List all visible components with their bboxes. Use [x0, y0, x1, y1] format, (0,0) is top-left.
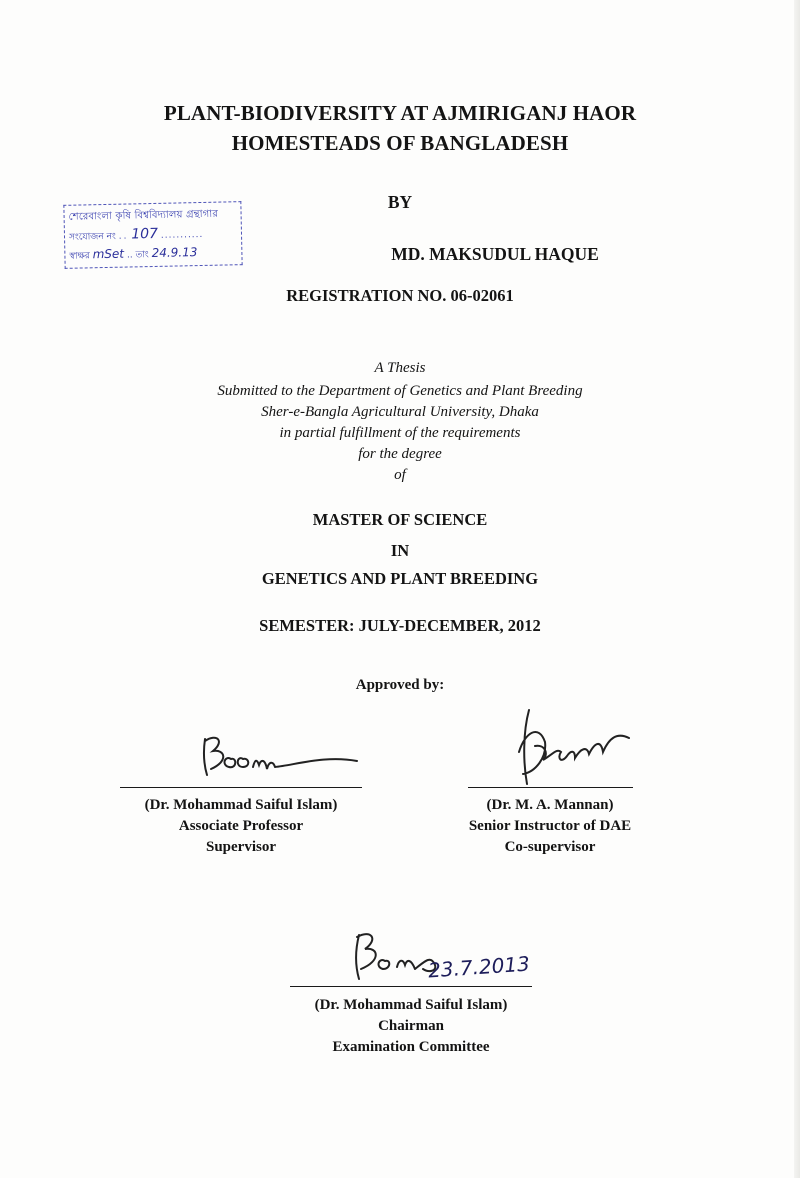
- thesis-title-line-2: HOMESTEADS OF BANGLADESH: [231, 131, 569, 155]
- supervisor-name: (Dr. Mohammad Saiful Islam): [144, 797, 338, 813]
- scan-edge-shadow: [794, 0, 800, 1178]
- co-supervisor-signature-line: [468, 787, 633, 788]
- co-supervisor-block: [430, 795, 670, 858]
- semester: SEMESTER: JULY-DECEMBER, 2012: [259, 616, 541, 635]
- chairman-role: Examination Committee: [332, 1039, 490, 1055]
- supervisor-role: Supervisor: [205, 839, 276, 855]
- supervisor-signature-line: [120, 787, 362, 788]
- stamp-date-label: তাং: [135, 250, 149, 261]
- thesis-line-6: of: [394, 467, 406, 483]
- chairman-handwritten-date: 23.7.2013: [427, 951, 531, 983]
- author-name: MD. MAKSUDUL HAQUE: [391, 244, 599, 264]
- thesis-line-3: Sher-e-Bangla Agricultural University, Dhaka: [261, 404, 539, 420]
- by-label: BY: [387, 192, 413, 212]
- stamp-signature-handwriting: mSet: [92, 246, 125, 262]
- supervisor-title: Associate Professor: [178, 818, 304, 834]
- degree-name: MASTER OF SCIENCE: [312, 510, 488, 529]
- registration-number: REGISTRATION NO. 06-02061: [286, 286, 514, 305]
- chairman-title: Chairman: [378, 1018, 444, 1034]
- co-supervisor-role: Co-supervisor: [504, 839, 596, 855]
- chairman-name: (Dr. Mohammad Saiful Islam): [314, 997, 508, 1013]
- thesis-line-4: in partial fulfillment of the requirements: [279, 425, 521, 441]
- approved-by-label: Approved by:: [355, 677, 445, 693]
- thesis-line-2: Submitted to the Department of Genetics and Plant Breeding: [217, 383, 583, 399]
- stamp-signature-label: স্বাক্ষর: [69, 251, 90, 262]
- stamp-accession-label: সংযোজন নং: [68, 231, 116, 243]
- supervisor-block: [110, 795, 372, 858]
- stamp-signature-row: স্বাক্ষর mSet .. তাং 24.9.13: [69, 245, 198, 262]
- chairman-signature-line: [290, 986, 532, 987]
- stamp-date-handwriting: 24.9.13: [151, 245, 198, 261]
- stamp-accession-number: 107: [131, 225, 159, 243]
- co-supervisor-title: Senior Instructor of DAE: [468, 818, 632, 834]
- degree-in: IN: [390, 541, 410, 560]
- stamp-library-name: শেরেবাংলা কৃষি বিশ্ববিদ্যালয় গ্রন্থাগার: [68, 208, 219, 223]
- thesis-line-5: for the degree: [358, 446, 442, 462]
- thesis-line-1: A Thesis: [374, 360, 426, 376]
- co-supervisor-name: (Dr. M. A. Mannan): [486, 797, 614, 813]
- chairman-block: [280, 995, 542, 1058]
- co-supervisor-signature: [505, 702, 645, 792]
- degree-subject: GENETICS AND PLANT BREEDING: [261, 569, 539, 588]
- supervisor-signature: [195, 725, 365, 785]
- thesis-title-line-1: PLANT-BIODIVERSITY AT AJMIRIGANJ HAOR: [163, 101, 637, 125]
- stamp-accession-row: সংযোজন নং .. 107 ...........: [68, 225, 204, 243]
